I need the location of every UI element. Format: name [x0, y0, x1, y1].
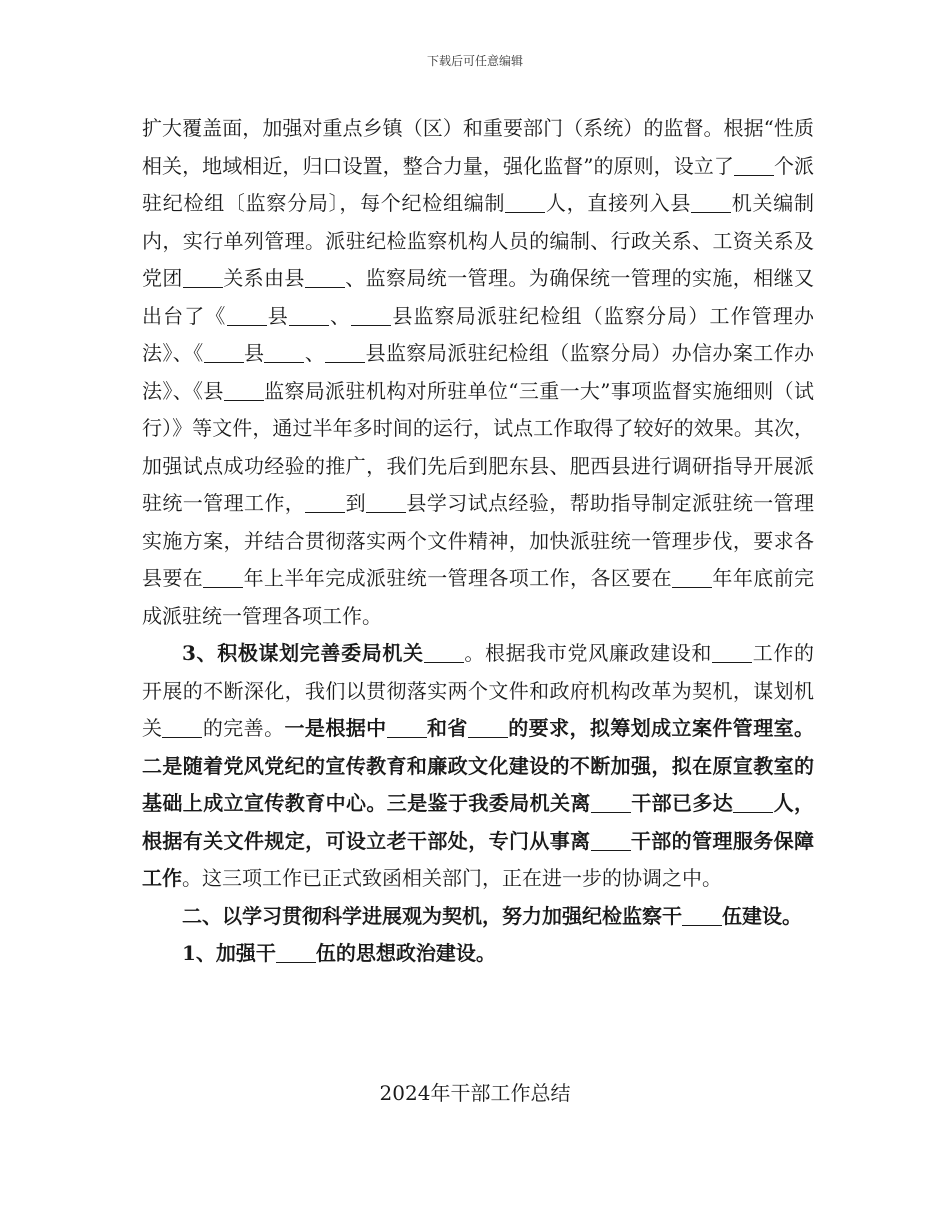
- text-run: 个派驻纪检组〔监察分局〕，每个纪检组编制: [142, 153, 815, 215]
- fill-in-blank: [712, 642, 752, 663]
- text-run: 到: [345, 491, 367, 515]
- text-run: 二、以学习贯彻科学进展观为契机，努力加强纪检监察干: [182, 903, 682, 928]
- text-run: 人，直接列入县: [545, 191, 692, 215]
- fill-in-blank: [691, 192, 731, 213]
- paragraph-supervision: [142, 110, 814, 635]
- text-run: 干部已多达: [630, 791, 734, 815]
- fill-in-blank: [734, 155, 774, 176]
- text-run: 扩大覆盖面，加强对重点乡镇（区）和重要部门（系统）的监督。根据“性质相关，地域相近，归口设置，整合力量，强化监督”的原则，设立了: [142, 116, 814, 178]
- text-run: 和省: [426, 716, 468, 740]
- section-heading-team-building: [142, 898, 814, 936]
- text-run: 干部的管理服务保障工作: [142, 828, 814, 890]
- page-header: 下载后可任意编辑: [426, 54, 523, 68]
- fill-in-blank: [224, 380, 264, 401]
- fill-in-blank: [305, 492, 345, 513]
- text-run: 年上半年完成派驻统一管理各项工作，各区要在: [243, 566, 673, 590]
- document-title: 2024年干部工作总结: [379, 1081, 571, 1105]
- text-run: 人，根据有关文件规定，可设立老干部处，专门从事离: [142, 791, 815, 853]
- text-run: 1、加强干: [182, 941, 276, 965]
- text-run: 伍的思想政治建设。: [315, 941, 496, 965]
- fill-in-blank: [682, 905, 722, 926]
- fill-in-blank: [351, 305, 391, 326]
- text-run: 机关编制内，实行单列管理。派驻纪检监察机构人员的编制、行政关系、工资关系及党团: [142, 191, 815, 290]
- paragraph-organization: [142, 635, 814, 898]
- text-run: 伍建设。: [722, 903, 802, 928]
- fill-in-blank: [325, 342, 365, 363]
- text-run: 工作的开展的不断深化，我们以贯彻落实两个文件和政府机构改革为契机，谋划机关: [142, 641, 815, 740]
- fill-in-blank: [289, 305, 329, 326]
- text-run: 一是根据中: [284, 716, 387, 740]
- fill-in-blank: [204, 342, 244, 363]
- subsection-heading-ideology: [142, 935, 814, 973]
- text-run: 、监察局统一管理。为确保统一管理的实施，相继又出台了《: [142, 266, 815, 328]
- fill-in-blank: [387, 717, 427, 738]
- text-run: 、: [328, 303, 352, 328]
- fill-in-blank: [672, 567, 712, 588]
- text-run: 县监察局派驻纪检组（监察分局）办信办案工作办法》、《县: [142, 341, 815, 403]
- text-run: 监察局派驻机构对所驻单位“三重一大”事项监督实施细则（试行）》等文件，通过半年多时间的运行，试点工作取得了较好的效果。其次，加强试点成功经验的推广，我们先后到肥东县、肥西县进行调研指导开展派驻统一管理工作，: [142, 378, 814, 515]
- fill-in-blank: [505, 192, 545, 213]
- fill-in-blank: [227, 305, 267, 326]
- fill-in-blank: [468, 717, 508, 738]
- text-run: 年年底前完成派驻统一管理各项工作。: [142, 566, 815, 628]
- text-run: 县: [243, 341, 265, 365]
- fill-in-blank: [733, 792, 773, 813]
- text-run: 的要求，拟筹划成立案件管理室。二是随着党风党纪的宣传教育和廉政文化建设的不断加强，拟在原宣教室的基础上成立宣传教育中心。三是鉴于我委局机关离: [142, 716, 815, 815]
- fill-in-blank: [424, 642, 464, 663]
- text-run: 关系由县: [222, 266, 305, 290]
- fill-in-blank: [591, 792, 631, 813]
- text-run: 。这三项工作已正式致函相关部门，正在进一步的协调之中。: [182, 866, 722, 890]
- fill-in-blank: [305, 267, 345, 288]
- text-run: 。根据我市党风廉政建设和: [463, 641, 713, 665]
- text-run: 、: [304, 341, 326, 365]
- text-run: 3、积极谋划完善委局机关: [182, 641, 424, 665]
- document-body: [142, 110, 814, 973]
- fill-in-blank: [162, 717, 202, 738]
- text-run: 县: [266, 303, 289, 328]
- fill-in-blank: [203, 567, 243, 588]
- fill-in-blank: [366, 492, 406, 513]
- fill-in-blank: [276, 942, 316, 963]
- fill-in-blank: [183, 267, 223, 288]
- text-run: 的完善。: [202, 716, 285, 740]
- fill-in-blank: [264, 342, 304, 363]
- text-run: 县监察局派驻纪检组（监察分局）工作管理办法》、《: [142, 303, 815, 365]
- text-run: 县学习试点经验，帮助指导制定派驻统一管理实施方案，并结合贯彻落实两个文件精神，加快派驻统一管理步伐，要求各县要在: [142, 491, 815, 590]
- fill-in-blank: [591, 830, 631, 851]
